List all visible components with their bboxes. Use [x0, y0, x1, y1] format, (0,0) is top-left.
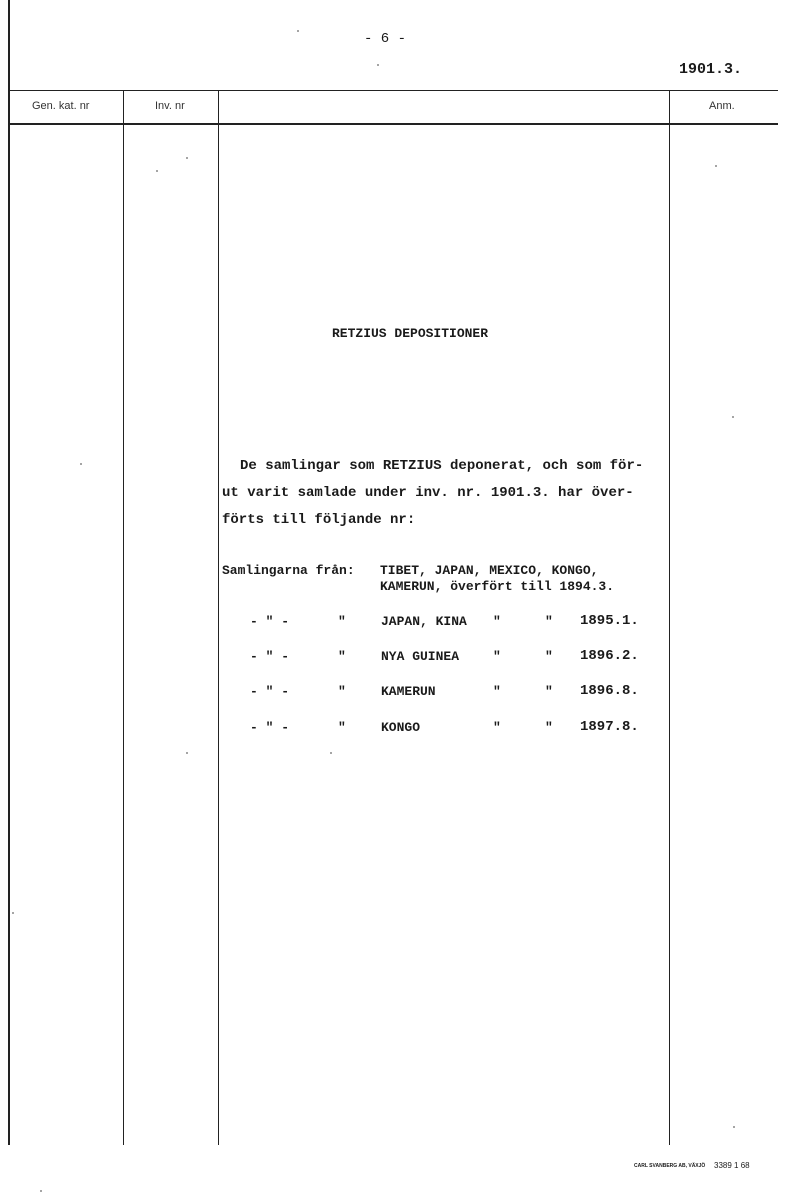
page-number: - 6 - — [364, 31, 407, 47]
column-divider-2 — [218, 90, 219, 1145]
column-header-anm: Anm. — [709, 100, 735, 112]
scan-speck — [186, 157, 188, 159]
ditto-mark: " — [545, 720, 553, 735]
destination-number: 1897.8. — [580, 719, 639, 735]
destination-number: 1896.8. — [580, 683, 639, 699]
ledger-number: 1901.3. — [679, 61, 743, 78]
scan-speck — [12, 912, 14, 914]
ditto-mark: - " - — [250, 649, 290, 664]
scan-speck — [297, 30, 299, 32]
destination-number: 1896.2. — [580, 648, 639, 664]
ditto-mark: " — [493, 684, 501, 699]
ditto-mark: - " - — [250, 684, 290, 699]
section-heading: RETZIUS DEPOSITIONER — [332, 326, 489, 341]
ditto-mark: - " - — [250, 614, 290, 629]
scan-speck — [732, 416, 734, 418]
ditto-mark: " — [338, 720, 346, 735]
printer-imprint: CARL SVANBERG AB, VÄXJÖ — [634, 1163, 706, 1169]
ditto-mark: " — [493, 614, 501, 629]
destination-place: KAMERUN — [381, 684, 436, 699]
ditto-mark: " — [493, 720, 501, 735]
column-header-inv-nr: Inv. nr — [155, 100, 185, 112]
destination-place: NYA GUINEA — [381, 649, 460, 664]
ditto-mark: " — [493, 649, 501, 664]
scan-speck — [733, 1126, 735, 1128]
ditto-mark: " — [338, 614, 346, 629]
scan-speck — [40, 1190, 42, 1192]
paragraph-line-1: De samlingar som RETZIUS deponerat, och som för- — [240, 458, 644, 474]
scan-speck — [715, 165, 717, 167]
left-margin-rule — [8, 0, 10, 1145]
scan-speck — [186, 752, 188, 754]
ditto-mark: " — [545, 614, 553, 629]
ditto-mark: - " - — [250, 720, 290, 735]
column-divider-3 — [669, 90, 670, 1145]
scan-speck — [330, 752, 332, 754]
paragraph-line-3: förts till följande nr: — [222, 512, 416, 528]
scan-speck — [377, 64, 379, 66]
ditto-mark: " — [338, 649, 346, 664]
scan-speck — [156, 170, 158, 172]
destination-place: KONGO — [381, 720, 421, 735]
paragraph-line-2: ut varit samlade under inv. nr. 1901.3. har över- — [222, 485, 634, 501]
ditto-mark: " — [545, 684, 553, 699]
column-header-gen-kat-nr: Gen. kat. nr — [32, 100, 90, 112]
destination-number: 1895.1. — [580, 613, 639, 629]
ditto-mark: " — [545, 649, 553, 664]
ditto-mark: " — [338, 684, 346, 699]
scan-speck — [80, 463, 82, 465]
form-code: 3389 1 68 — [714, 1161, 750, 1170]
collections-lead: Samlingarna från: — [222, 563, 355, 578]
destination-place: JAPAN, KINA — [381, 614, 467, 629]
column-divider-1 — [123, 90, 124, 1145]
collections-second-line: KAMERUN, överfört till 1894.3. — [380, 579, 615, 594]
collections-first-line: TIBET, JAPAN, MEXICO, KONGO, — [380, 563, 599, 578]
